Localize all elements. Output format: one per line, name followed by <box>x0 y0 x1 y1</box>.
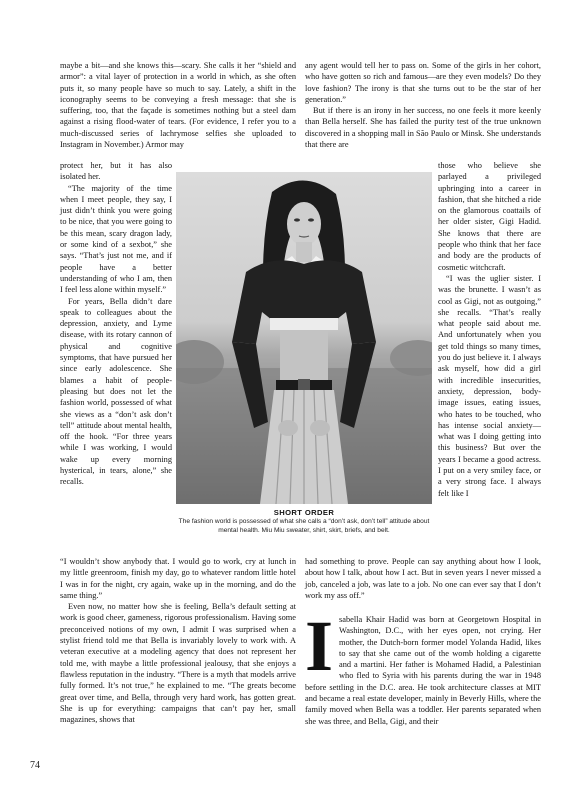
portrait-photo <box>176 172 432 504</box>
paragraph: But if there is an irony in her success, no one feels it more keenly than Bella herself. She has failed the purity test of the true unknown discovered in a shopping mall in São Paulo or Minsk. She understands that there are <box>305 106 541 150</box>
column-right-side <box>438 160 541 499</box>
paragraph: “The majority of the time when I meet people, they say, I just didn’t think you were going to be nice, that you were going to be this mean, scary dragon lady, or some kind of a sexbot,” she says. “That’s just not me, and if people have a better understanding of who I am, then I feel less alone within myself.” <box>60 183 172 295</box>
page-number: 74 <box>30 760 40 771</box>
column-right-bottom <box>305 556 541 601</box>
dropcap-paragraph-text: sabella Khair Hadid was born at Georgetown Hospital in Washington, D.C., with her eyes open, not crying. Her mother, the Dutch-born former model Yolanda Hadid, likes to say that she came out of the womb holding a cigarette and a martini. Her father is Mohamed Hadid, a Palestinian who fled to Syria with his parents during the war in 1948 before settling in the D.C. area. He took architecture classes at MIT and became a real estate developer, mainly in Beverly Hills, where the family moved when Bella was a toddler. Her parents separated when she was three, and Bella, Gigi, and their <box>305 615 541 726</box>
paragraph-dropcap <box>305 606 541 727</box>
paragraph: “I was the uglier sister. I was the brunette. I wasn’t as cool as Gigi, not as outgoing,” she recalls. “That’s really what people said about me. And unfortunately when you get told things so many times, you do just believe it. I always ask myself, how did a girl with incredible insecurities, anxiety, depression, body-image issues, eating issues, who hates to be touched, who has intense social anxiety—what was I doing getting into this business? But over the years I became a good actress. I put on a very smiley face, or a very strong face. I always felt like I <box>438 273 541 498</box>
column-right-dropcap <box>305 606 541 727</box>
dropcap-letter: I <box>305 606 334 686</box>
photo-caption <box>176 508 432 535</box>
column-right-top <box>305 60 541 150</box>
column-left-side <box>60 160 172 488</box>
paragraph: maybe a bit—and she knows this—scary. She calls it her “shield and armor”: a vital layer of protection in a world in which, as she often puts it, so many people have so much to say. Lately, a shift in the iconography seems to be conveying a fresh message: that she is suffering, too, that the façade is sometimes nothing but a steel dam against a rising flood-water of tears. (For evidence, I refer you to a much-discussed series of lachrymose selfies she uploaded to Instagram in November.) Armor may <box>60 61 296 150</box>
caption-title: SHORT ORDER <box>273 508 335 517</box>
paragraph: For years, Bella didn’t dare speak to colleagues about the depression, anxiety, and Lyme disease, with its rotary cannon of physical and cognitive symptoms, that have pursued her since early adolescence. She blames a habit of people-pleasing but does not let the fashion world, possessed of what she views as a “don’t ask don’t tell” attitude about mental health, off the hook. “For three years while I was working, I would wake up every morning hysterical, in tears, alone,” she recalls. <box>60 296 172 487</box>
caption-text: The fashion world is possessed of what she calls a “don’t ask, don’t tell” attitude about mental health. Miu Miu sweater, shirt, skirt, briefs, and belt. <box>178 518 430 534</box>
paragraph: those who believe she parlayed a privileged upbringing into a career in fashion, that she hitched a ride on the glamorous coattails of her older sister, Gigi Hadid. She knows that there are people who think that her face and body are the products of cosmetic witchcraft. <box>438 161 541 272</box>
paragraph: “I wouldn’t show anybody that. I would go to work, cry at lunch in my little greenroom, finish my day, go to whatever random little hotel I was in for the night, cry again, wake up in the morning, and do the same thing.” <box>60 557 296 600</box>
paragraph: had something to prove. People can say anything about how I look, about how I talk, about how I act. But in seven years I never missed a job, canceled a job, was late to a job. No one can ever say that I don’t work my ass off.” <box>305 557 541 600</box>
portrait-photo-illustration <box>176 172 432 504</box>
column-left-top <box>60 60 296 150</box>
paragraph: protect her, but it has also isolated her. <box>60 161 172 182</box>
paragraph: Even now, no matter how she is feeling, Bella’s default setting at work is good cheer, gameness, rigorous professionalism. Having some preconceived notions of my own, I admit I was surprised when a stylist friend told me that Bella is invariably lovely to work with. A veteran executive at a modeling agency that does not represent her told me, with maybe a little professional jealousy, that she enjoys a flawless reputation in the industry. “There is a myth that models arrive fully formed. It’s not true,” he explained to me. “The greats become great over time, and Bella, through very hard work, has gotten great. She is up for everything: campaigns that can’t pay her, small magazines, shows that <box>60 602 296 725</box>
column-left-bottom <box>60 556 296 725</box>
paragraph: any agent would tell her to pass on. Some of the girls in her cohort, who have gotten so rich and famous—are they even models? Do they love fashion? The irony is that she turns out to be the star of her generation.” <box>305 61 541 104</box>
